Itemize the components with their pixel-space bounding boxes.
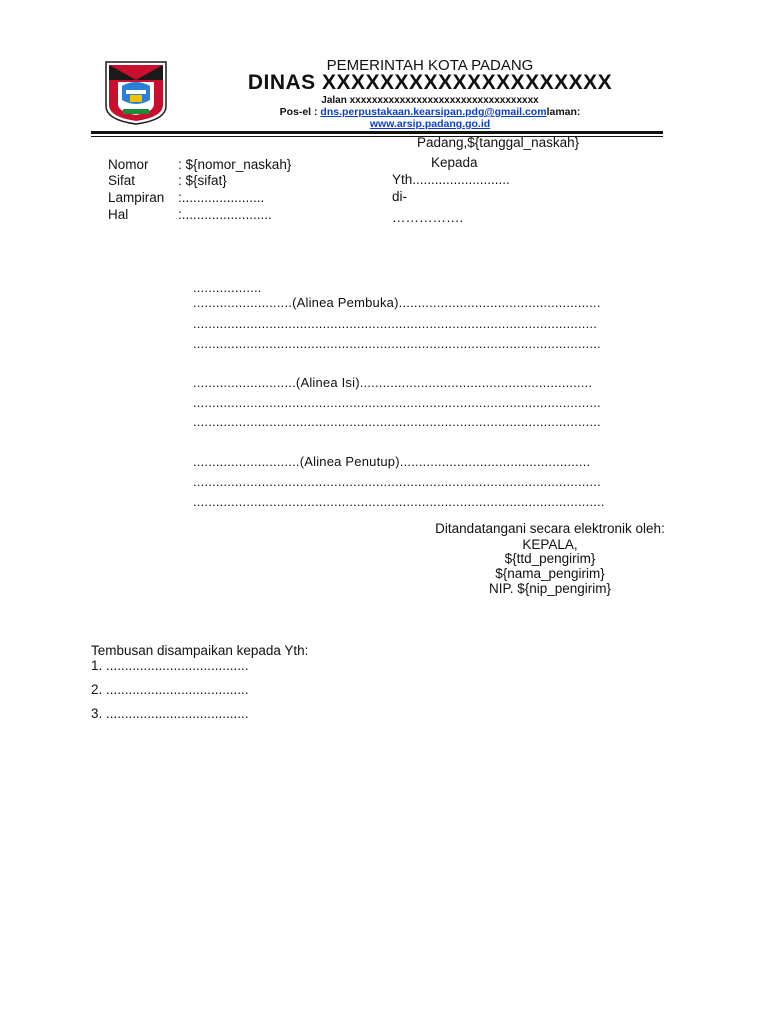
website-link[interactable]: www.arsip.padang.go.id	[369, 118, 491, 130]
sifat-label: Sifat	[108, 173, 136, 188]
nomor-value: : ${nomor_naskah}	[178, 157, 292, 172]
signature-caption: Ditandatangani secara elektronik oleh:	[435, 521, 665, 536]
recipient-di: di-	[392, 189, 408, 204]
tembusan-item-2: 2. ......................................	[91, 682, 249, 697]
tembusan-item-1: 1. ......................................	[91, 658, 249, 673]
email-label: Pos-el :	[279, 106, 321, 118]
website-label: laman:	[546, 106, 581, 118]
lampiran-label: Lampiran	[108, 190, 165, 205]
recipient-place: …………….	[392, 210, 464, 225]
signature-position: KEPALA,	[522, 537, 578, 552]
lampiran-value: :......................	[178, 190, 265, 205]
penutup-line-1: ............................(Alinea Penutup)..................................................	[193, 454, 591, 469]
isi-line-1: ...........................(Alinea Isi).............................................................	[193, 375, 593, 390]
government-name: PEMERINTAH KOTA PADANG	[326, 57, 534, 74]
nomor-label: Nomor	[108, 157, 149, 172]
signature-ttd: ${ttd_pengirim}	[504, 551, 596, 566]
hal-value: :........................	[178, 207, 272, 222]
pembuka-line-1: ..........................(Alinea Pembuka).....................................................	[193, 295, 601, 310]
signature-nip: NIP. ${nip_pengirim}	[488, 581, 612, 596]
recipient-kepada: Kepada	[431, 155, 478, 170]
sifat-value: : ${sifat}	[178, 173, 227, 188]
signature-name: ${nama_pengirim}	[495, 566, 605, 581]
salutation-line: ..................	[193, 280, 262, 295]
hal-label: Hal	[108, 207, 129, 222]
recipient-yth: Yth..........................	[392, 172, 510, 187]
pembuka-line-3: ...........................................................................................................	[193, 336, 601, 351]
contact-line	[0, 106, 768, 118]
isi-line-2: ...........................................................................................................	[193, 395, 601, 410]
agency-name: DINAS XXXXXXXXXXXXXXXXXXXX	[247, 71, 613, 94]
header-divider-thick	[91, 131, 663, 134]
tembusan-title: Tembusan disampaikan kepada Yth:	[91, 643, 309, 658]
penutup-line-3: ............................................................................................................	[193, 494, 605, 509]
website-line	[0, 118, 768, 130]
isi-line-3: ...........................................................................................................	[193, 414, 601, 429]
email-link[interactable]: dns.perpustakaan.kearsipan.pdg@gmail.com	[320, 106, 547, 118]
agency-address: Jalan xxxxxxxxxxxxxxxxxxxxxxxxxxxxxxxxxx	[321, 95, 539, 106]
tembusan-item-3: 3. ......................................	[91, 706, 249, 721]
pembuka-line-2: ..........................................................................................................	[193, 316, 598, 331]
place-date: Padang,${tanggal_naskah}	[417, 135, 580, 150]
penutup-line-2: ...........................................................................................................	[193, 474, 601, 489]
